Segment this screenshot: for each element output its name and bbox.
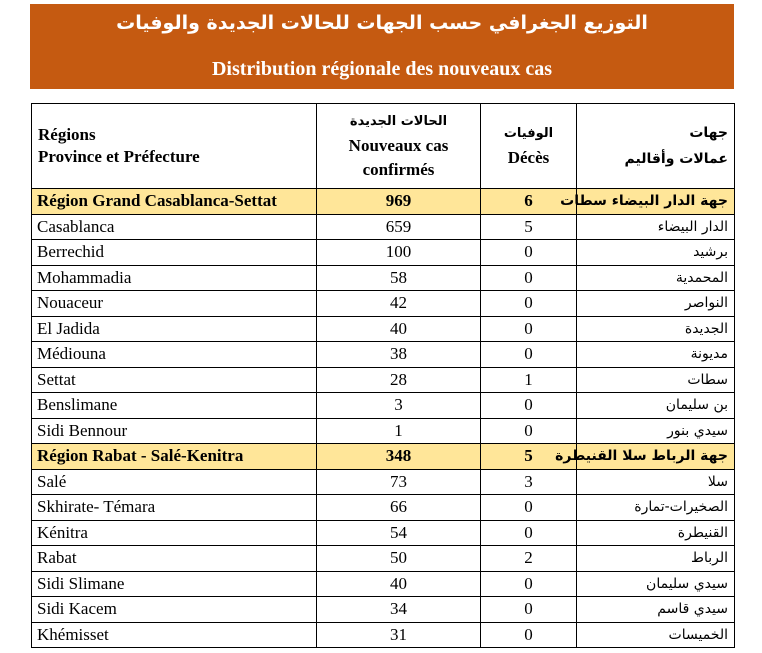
header-new-cases-ar: الحالات الجديدة (349, 114, 448, 129)
cell-deaths: 0 (481, 520, 577, 546)
header-new-cases-fr: Nouveaux cas confirmés (348, 136, 449, 179)
table-row (32, 571, 735, 597)
header-regions-ar (577, 104, 735, 189)
cell-deaths: 6 (481, 189, 577, 215)
header-deaths (481, 104, 577, 189)
cell-cases: 66 (317, 495, 481, 521)
cell-deaths: 3 (481, 469, 577, 495)
cell-name-ar: برشيد (577, 240, 735, 266)
cell-cases: 1 (317, 418, 481, 444)
table-row (32, 291, 735, 317)
cell-cases: 50 (317, 546, 481, 572)
cell-deaths: 1 (481, 367, 577, 393)
cell-deaths: 0 (481, 291, 577, 317)
cell-name: Salé (32, 469, 317, 495)
cell-name-ar: المحمدية (577, 265, 735, 291)
table-row (32, 240, 735, 266)
table-row (32, 469, 735, 495)
cell-cases: 54 (317, 520, 481, 546)
cell-name-ar: سيدي قاسم (577, 597, 735, 623)
cell-deaths: 0 (481, 622, 577, 648)
cell-cases: 31 (317, 622, 481, 648)
cell-name-ar: النواصر (577, 291, 735, 317)
cell-name: Berrechid (32, 240, 317, 266)
table-row (32, 418, 735, 444)
header-deaths-ar: الوفيات (503, 126, 554, 141)
cell-name-ar: الرباط (577, 546, 735, 572)
cell-deaths: 0 (481, 393, 577, 419)
cell-name-ar: سلا (577, 469, 735, 495)
cell-deaths: 5 (481, 444, 577, 470)
cell-deaths: 0 (481, 495, 577, 521)
cell-name-ar: سيدي بنور (577, 418, 735, 444)
cell-name: El Jadida (32, 316, 317, 342)
table-row (32, 546, 735, 572)
cell-cases: 40 (317, 571, 481, 597)
cell-name-ar: سطات (577, 367, 735, 393)
cell-deaths: 0 (481, 265, 577, 291)
header-regions-line2: Province et Préfecture (38, 147, 200, 166)
cell-cases: 38 (317, 342, 481, 368)
cell-name: Mohammadia (32, 265, 317, 291)
cell-name: Casablanca (32, 214, 317, 240)
cell-name: Sidi Bennour (32, 418, 317, 444)
cell-name: Kénitra (32, 520, 317, 546)
table-row (32, 520, 735, 546)
cell-name: Région Grand Casablanca-Settat (32, 189, 317, 215)
cell-name: Khémisset (32, 622, 317, 648)
cell-name-ar: مديونة (577, 342, 735, 368)
cell-name: Sidi Slimane (32, 571, 317, 597)
cell-deaths: 5 (481, 214, 577, 240)
cell-name: Settat (32, 367, 317, 393)
table-row (32, 265, 735, 291)
cell-name-ar: الخميسات (577, 622, 735, 648)
cell-name: Rabat (32, 546, 317, 572)
cell-deaths: 2 (481, 546, 577, 572)
cell-name-ar: بن سليمان (577, 393, 735, 419)
title-banner (30, 4, 734, 89)
regional-distribution-table (31, 103, 735, 648)
table-row (32, 214, 735, 240)
cell-cases: 42 (317, 291, 481, 317)
cell-name: Médiouna (32, 342, 317, 368)
cell-name: Sidi Kacem (32, 597, 317, 623)
cell-cases: 73 (317, 469, 481, 495)
header-regions-ar-line1: جهات (689, 125, 728, 141)
cell-name-ar: جهة الرباط سلا القنيطرة (577, 444, 735, 470)
header-regions-line1: Régions (38, 125, 96, 144)
region-row (32, 189, 735, 215)
cell-cases: 3 (317, 393, 481, 419)
cell-name-ar: الجديدة (577, 316, 735, 342)
cell-deaths: 0 (481, 342, 577, 368)
cell-name-ar: سيدي سليمان (577, 571, 735, 597)
cell-name: Région Rabat - Salé-Kenitra (32, 444, 317, 470)
cell-name-ar: جهة الدار البيضاء سطات (577, 189, 735, 215)
cell-deaths: 0 (481, 240, 577, 266)
table-row (32, 367, 735, 393)
table-row (32, 622, 735, 648)
cell-cases: 969 (317, 189, 481, 215)
table-row (32, 597, 735, 623)
cell-cases: 348 (317, 444, 481, 470)
cell-name: Benslimane (32, 393, 317, 419)
cell-deaths: 0 (481, 571, 577, 597)
table-row (32, 393, 735, 419)
table-body (32, 189, 735, 648)
cell-cases: 100 (317, 240, 481, 266)
cell-name: Nouaceur (32, 291, 317, 317)
cell-cases: 40 (317, 316, 481, 342)
cell-deaths: 0 (481, 316, 577, 342)
cell-name-ar: الدار البيضاء (577, 214, 735, 240)
header-new-cases (317, 104, 481, 189)
table-row (32, 342, 735, 368)
cell-deaths: 0 (481, 418, 577, 444)
table-row (32, 316, 735, 342)
cell-cases: 34 (317, 597, 481, 623)
title-arabic: التوزيع الجغرافي حسب الجهات للحالات الجديدة والوفيات (116, 12, 648, 34)
cell-name-ar: القنيطرة (577, 520, 735, 546)
cell-cases: 659 (317, 214, 481, 240)
header-deaths-fr: Décès (507, 148, 550, 167)
cell-deaths: 0 (481, 597, 577, 623)
region-row (32, 444, 735, 470)
cell-name: Skhirate- Témara (32, 495, 317, 521)
title-french: Distribution régionale des nouveaux cas (211, 58, 553, 80)
table-row (32, 495, 735, 521)
table-header-row (32, 104, 735, 189)
cell-cases: 28 (317, 367, 481, 393)
cell-name-ar: الصخيرات-تمارة (577, 495, 735, 521)
header-regions-ar-line2: عمالات وأقاليم (624, 151, 728, 167)
header-regions (32, 104, 317, 189)
cell-cases: 58 (317, 265, 481, 291)
